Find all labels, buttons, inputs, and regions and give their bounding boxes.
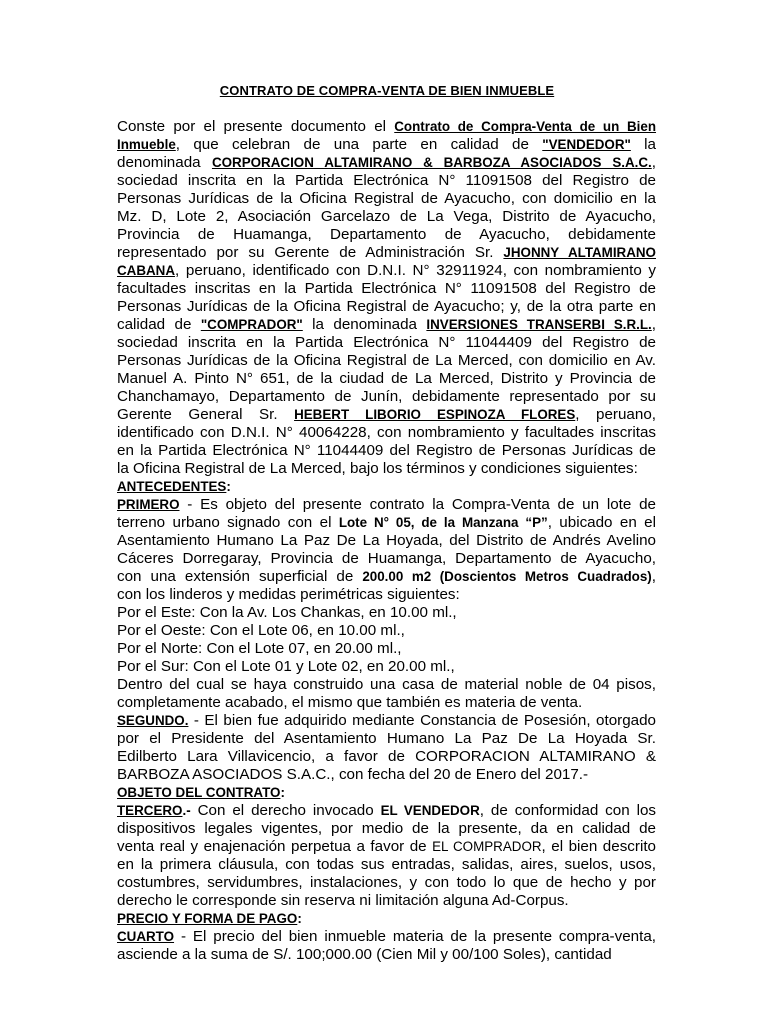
buyer-manager-name: HEBERT LIBORIO ESPINOZA FLORES [294,407,576,422]
text-line [117,838,656,856]
contract-name: Contrato de Compra-Venta de un Bien [394,119,657,134]
section-heading [117,910,656,928]
heading-text: OBJETO DEL CONTRATO [117,785,281,800]
text-run: , [651,154,656,171]
text-line: asciende a la suma de S/. 100;000.00 (Cien Mil y 00/100 Soles), cantidad [117,946,612,963]
text-line [117,154,656,172]
text-line: con los linderos y medidas perimétricas siguientes: [117,586,460,603]
text-run: - El bien fue adquirido mediante Constancia de Posesión, otorgado [188,712,656,729]
text-line: completamente acabado, el mismo que también es materia de venta. [117,694,583,711]
text-line: dispositivos legales vigentes, por medio de la presente, da en calidad de [117,820,656,837]
text-line: Asentamiento Humano La Paz De La Hoyada, del Distrito de Andrés Avelino [117,532,656,549]
text-run: , peruano, identificado con D.N.I. N° 32911924, con nombramiento y [175,262,656,279]
text-line: Personas Jurídicas de la Oficina Registral de Ayacucho, con domicilio en la [117,190,656,207]
vendedor-ref: EL VENDEDOR [380,803,480,818]
lot-area: 200.00 m2 (Doscientos Metros Cuadrados) [362,569,652,584]
text-line [117,406,656,424]
text-line: Cáceres Dorregaray, Provincia de Huamanga, Departamento de Ayacucho, [117,550,656,567]
text-line: costumbres, servidumbres, instalaciones, y con todo lo que de hecho y por [117,874,656,891]
boundary-south: Por el Sur: Con el Lote 01 y Lote 02, en 20.00 ml., [117,658,455,675]
text-run: - El precio del bien inmueble materia de la presente compra-venta, [174,928,656,945]
section-heading [117,478,656,496]
text-line: en la primera cláusula, con todas sus entradas, salidas, aires, suelos, usos, [117,856,656,873]
text-line [117,496,656,514]
clause-label: SEGUNDO. [117,713,189,728]
buyer-company: INVERSIONES TRANSERBI S.R.L. [426,317,652,332]
text-line: Edilberto Lara Villavicencio, a favor de CORPORACION ALTAMIRANO & [117,748,656,765]
clause-label: PRIMERO [117,497,180,512]
lot-reference: Lote N° 05, de la Manzana “P” [338,515,548,530]
heading-text: ANTECEDENTES [117,479,227,494]
text-line: BARBOZA ASOCIADOS S.A.C., con fecha del 20 de Enero del 2017.- [117,766,589,783]
text-line [117,802,656,820]
text-run: calidad de [117,316,201,333]
text-line: facultades inscritas en la Partida Electrónica N° 11091508 del Registro de [117,280,656,297]
text-run: , peruano, [575,406,656,423]
text-line: Manuel A. Pinto N° 651, de la ciudad de La Merced, Distrito y Provincia de [117,370,656,387]
text-run: , [651,568,656,585]
comprador-tag: "COMPRADOR" [200,317,303,332]
text-line: Mz. D, Lote 2, Asociación Garcelazo de La Vega, Distrito de Ayacucho, [117,208,656,225]
document-title: CONTRATO DE COMPRA-VENTA DE BIEN INMUEBLE [219,83,555,98]
text-line: Provincia de Huamanga, Departamento de Ayacucho, debidamente [117,226,656,243]
heading-colon: : [280,785,285,800]
text-line [117,514,656,532]
boundary-west: Por el Oeste: Con el Lote 06, en 10.00 ml., [117,622,405,639]
clause-label: CUARTO [117,929,175,944]
seller-manager-name: CABANA [117,263,176,278]
text-run: , el bien descrito [541,838,656,855]
text-line: en la Partida Electrónica N° 11044409 del Registro de Personas Jurídicas de [117,442,656,459]
boundary-east: Por el Este: Con la Av. Los Chankas, en 10.00 ml., [117,604,457,621]
boundary-north: Por el Norte: Con el Lote 07, en 20.00 ml., [117,640,402,657]
heading-colon: : [297,911,302,926]
text-line [117,262,656,280]
section-heading [117,784,656,802]
text-line [117,712,656,730]
text-line: sociedad inscrita en la Partida Electrónica N° 11091508 del Registro de [117,172,656,189]
seller-company: CORPORACION ALTAMIRANO & BARBOZA ASOCIADOS S.A.C. [211,155,652,170]
clause-label: TERCERO [117,803,183,818]
text-line [117,244,656,262]
seller-manager-name: JHONNY ALTAMIRANO [503,245,656,260]
text-run: la [630,136,657,153]
text-line [117,568,656,586]
text-run: con una extensión superficial de [117,568,363,585]
text-run: Con el derecho invocado [190,802,381,819]
text-run: , de conformidad con los [479,802,656,819]
text-run: representado por su Gerente de Administración Sr. [117,244,504,261]
text-run: Gerente General Sr. [117,406,295,423]
comprador-ref: EL COMPRADOR [432,839,542,854]
text-line [117,928,656,946]
text-run: , que celebran de una parte en calidad de [175,136,543,153]
text-line: por el Presidente del Asentamiento Humano La Paz De La Hoyada Sr. [117,730,656,747]
contract-name: Inmueble [117,137,176,152]
heading-colon: : [226,479,231,494]
text-line: Dentro del cual se haya construido una casa de material noble de 04 pisos, [117,676,656,693]
text-line: derecho le corresponde sin reserva ni limitación alguna Ad-Corpus. [117,892,569,909]
text-run: denominada [117,154,212,171]
clause-dash: .- [182,803,191,818]
vendedor-tag: "VENDEDOR" [542,137,631,152]
text-run: venta real y enajenación perpetua a favor de [117,838,433,855]
text-line [117,136,656,154]
text-run: Conste por el presente documento el [117,118,395,135]
text-line: sociedad inscrita en la Partida Electrónica N° 11044409 del Registro de [117,334,656,351]
text-line: Personas Jurídicas de la Oficina Registral de Ayacucho; y, de la otra parte en [117,298,656,315]
text-run: , ubicado en el [547,514,656,531]
text-run: la denominada [302,316,427,333]
text-line: la Oficina Registral de La Merced, bajo los términos y condiciones siguientes: [117,460,638,477]
heading-text: PRECIO Y FORMA DE PAGO [117,911,298,926]
text-run: - Es objeto del presente contrato la Compra-Venta de un lote de [179,496,656,513]
text-line: Personas Jurídicas de la Oficina Registral de La Merced, con domicilio en Av. [117,352,656,369]
text-line [117,118,656,136]
text-run: terreno urbano signado con el [117,514,339,531]
text-run: , [651,316,656,333]
text-line: identificado con D.N.I. N° 40064228, con nombramiento y facultades inscritas [117,424,656,441]
text-line [117,316,656,334]
text-line: Chanchamayo, Departamento de Junín, debidamente representado por su [117,388,656,405]
